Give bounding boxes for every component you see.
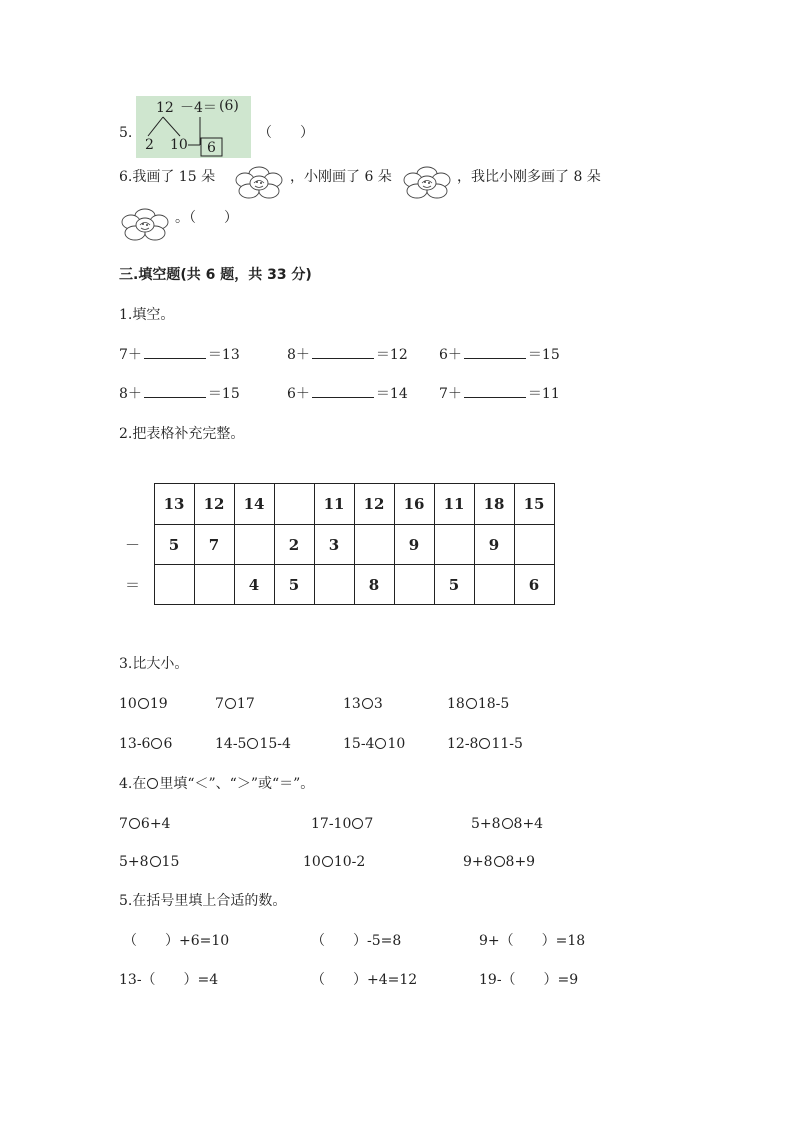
table-cell[interactable] <box>274 484 314 525</box>
paren-item[interactable]: （ ）-5=8 <box>311 933 402 949</box>
table-cell[interactable] <box>474 565 514 605</box>
diagram-bottom-left: 2 <box>145 137 154 153</box>
circle-icon <box>147 778 158 789</box>
table-cell[interactable]: 5 <box>434 565 474 605</box>
compare-circle[interactable] <box>494 856 505 867</box>
compare-circle[interactable] <box>352 818 363 829</box>
fill-item: 6＋ ＝15 <box>439 347 560 363</box>
table-cell[interactable]: 7 <box>194 525 234 565</box>
table-cell[interactable]: 11 <box>434 484 474 525</box>
q6-part3: ，我比小刚多画了 8 朵 <box>457 169 601 185</box>
table-cell[interactable] <box>194 565 234 605</box>
section-heading: 三.填空题(共 6 题，共 33 分) <box>119 267 312 283</box>
compare-item: 13 3 <box>343 696 383 712</box>
fill-item: 7＋ ＝11 <box>439 386 560 402</box>
compare-item: 5+8 15 <box>119 854 180 870</box>
paren-item[interactable]: 13-（ ）=4 <box>119 972 219 988</box>
answer-blank[interactable] <box>144 346 206 359</box>
table-cell[interactable] <box>354 525 394 565</box>
q5-fill-title: 5.在括号里填上合适的数。 <box>119 893 287 909</box>
compare-circle[interactable] <box>129 818 140 829</box>
table-cell[interactable] <box>514 525 554 565</box>
diagram-paren-value: 6 <box>224 98 234 114</box>
table-cell[interactable] <box>234 525 274 565</box>
diagram-top-right: －4＝ <box>180 100 217 116</box>
table-cell[interactable]: 18 <box>474 484 514 525</box>
diagram-top-left: 12 <box>156 100 174 116</box>
fill-item: 7＋ ＝13 <box>119 347 240 363</box>
table-cell[interactable]: 4 <box>234 565 274 605</box>
q4-title: 4.在 里填“＜”、“＞”或“＝”。 <box>119 776 315 792</box>
row-label: ＝ <box>125 576 141 594</box>
table-cell[interactable]: 15 <box>514 484 554 525</box>
compare-circle[interactable] <box>502 818 513 829</box>
answer-blank[interactable] <box>464 346 526 359</box>
table-cell[interactable]: 11 <box>314 484 354 525</box>
compare-item: 10 19 <box>119 696 168 712</box>
table-cell[interactable]: 14 <box>234 484 274 525</box>
compare-item: 13-6 6 <box>119 736 173 752</box>
diagram-bottom-mid: 10 <box>170 137 188 153</box>
compare-circle[interactable] <box>362 698 373 709</box>
paren-item[interactable]: 19-（ ）=9 <box>479 972 579 988</box>
compare-circle[interactable] <box>375 738 386 749</box>
table-cell[interactable]: 9 <box>474 525 514 565</box>
compare-item: 17-10 7 <box>311 816 374 832</box>
compare-item: 7 6+4 <box>119 816 171 832</box>
compare-circle[interactable] <box>151 738 162 749</box>
compare-circle[interactable] <box>247 738 258 749</box>
table-cell[interactable]: 16 <box>394 484 434 525</box>
q6-part4: 。（ ） <box>175 210 238 226</box>
q2-title: 2.把表格补充完整。 <box>119 426 245 442</box>
table-cell[interactable]: 8 <box>354 565 394 605</box>
table-cell[interactable]: 13 <box>154 484 194 525</box>
table-cell[interactable]: 3 <box>314 525 354 565</box>
subtraction-table <box>119 483 555 605</box>
table-cell[interactable] <box>154 565 194 605</box>
table-row <box>119 525 554 565</box>
table-cell[interactable]: 2 <box>274 525 314 565</box>
q6-part2: ，小刚画了 6 朵 <box>290 169 392 185</box>
q3-title: 3.比大小。 <box>119 656 189 672</box>
row-label: － <box>125 536 141 554</box>
compare-item: 14-5 15-4 <box>215 736 291 752</box>
table-cell[interactable]: 12 <box>354 484 394 525</box>
paren-item[interactable]: （ ）+6=10 <box>123 933 230 949</box>
compare-circle[interactable] <box>322 856 333 867</box>
table-cell[interactable] <box>434 525 474 565</box>
table-row <box>119 565 554 605</box>
answer-blank[interactable] <box>312 346 374 359</box>
table-cell[interactable]: 5 <box>274 565 314 605</box>
compare-item: 5+8 8+4 <box>471 816 544 832</box>
q1-title: 1.填空。 <box>119 307 175 323</box>
compare-circle[interactable] <box>225 698 236 709</box>
fill-item: 8＋ ＝12 <box>287 347 408 363</box>
q6-part1: 6.我画了 15 朵 <box>119 169 216 185</box>
compare-circle[interactable] <box>138 698 149 709</box>
q5-answer-paren: （ ） <box>258 125 314 141</box>
compare-item: 18 18-5 <box>447 696 510 712</box>
table-row <box>119 484 554 525</box>
compare-item: 10 10-2 <box>303 854 366 870</box>
table-cell[interactable]: 9 <box>394 525 434 565</box>
table-cell[interactable]: 12 <box>194 484 234 525</box>
fill-item: 6＋ ＝14 <box>287 386 408 402</box>
table-cell[interactable] <box>394 565 434 605</box>
table-cell[interactable]: 6 <box>514 565 554 605</box>
compare-item: 9+8 8+9 <box>463 854 536 870</box>
row-label <box>119 484 154 525</box>
compare-circle[interactable] <box>150 856 161 867</box>
paren-item[interactable]: 9+（ ）=18 <box>479 933 586 949</box>
compare-circle[interactable] <box>479 738 490 749</box>
answer-blank[interactable] <box>144 385 206 398</box>
diagram-box-value: 6 <box>207 140 216 156</box>
answer-blank[interactable] <box>464 385 526 398</box>
fill-item: 8＋ ＝15 <box>119 386 240 402</box>
compare-item: 12-8 11-5 <box>447 736 523 752</box>
q5-number: 5. <box>119 125 133 141</box>
compare-circle[interactable] <box>466 698 477 709</box>
answer-blank[interactable] <box>312 385 374 398</box>
paren-item[interactable]: （ ）+4=12 <box>311 972 418 988</box>
diagram-paren: (6) <box>219 98 239 114</box>
compare-item: 15-4 10 <box>343 736 406 752</box>
compare-item: 7 17 <box>215 696 255 712</box>
table-cell[interactable] <box>314 565 354 605</box>
table-cell[interactable]: 5 <box>154 525 194 565</box>
